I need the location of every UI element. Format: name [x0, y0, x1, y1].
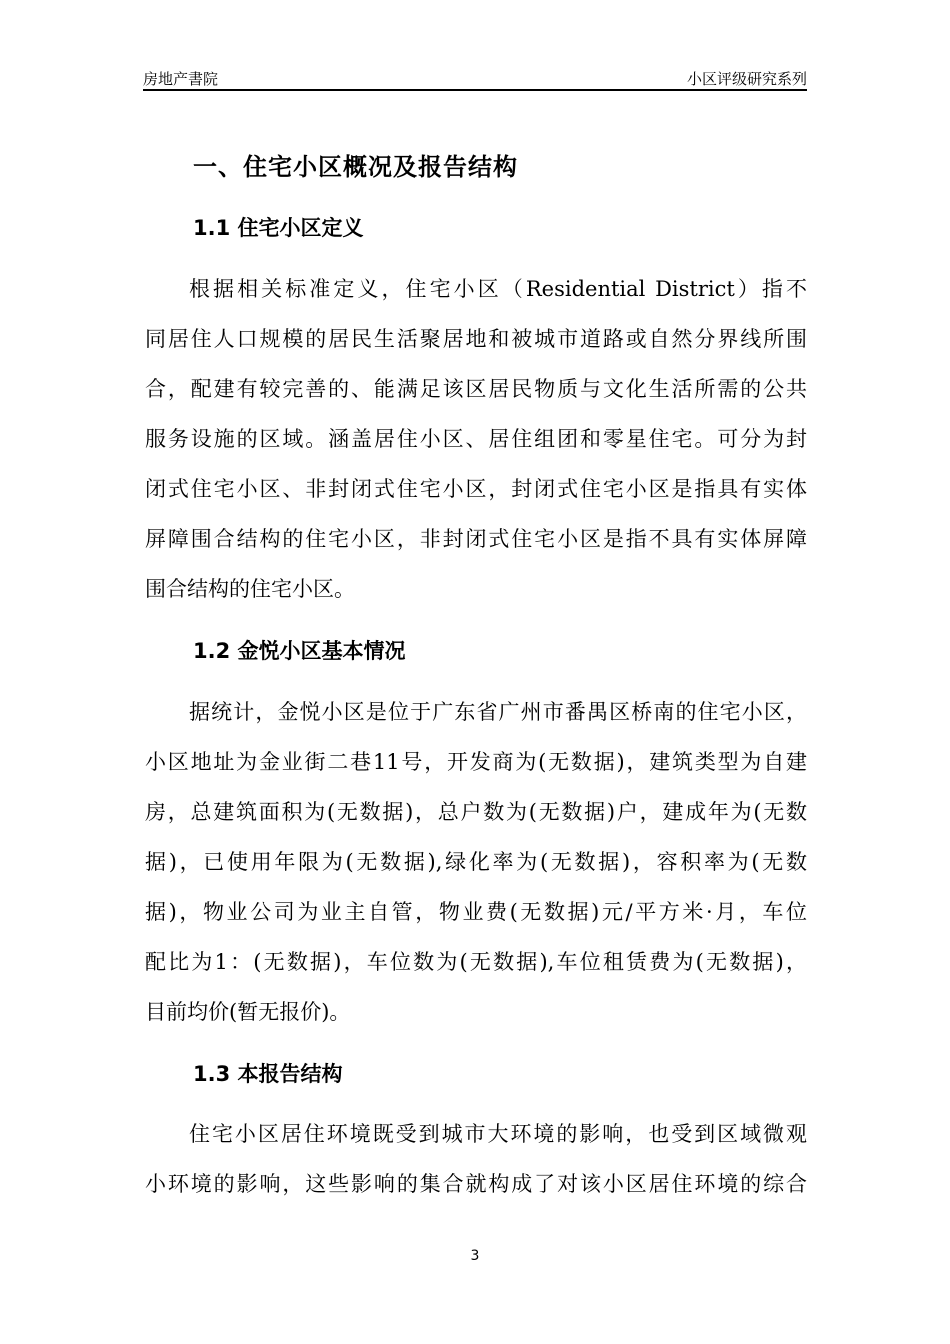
section-paragraph-1-2: [145, 687, 807, 1037]
paragraph-line: 闭式住宅小区、非封闭式住宅小区，封闭式住宅小区是指具有实体: [145, 477, 807, 501]
paragraph-line: 据)，物业公司为业主自管，物业费(无数据)元/平方米·月，车位: [145, 900, 807, 924]
paragraph-line: 围合结构的住宅小区。: [145, 577, 355, 601]
paragraph-line: 屏障围合结构的住宅小区，非封闭式住宅小区是指不具有实体屏障: [145, 527, 807, 551]
paragraph-line: 小区地址为金业街二巷11号，开发商为(无数据)，建筑类型为自建: [145, 750, 807, 774]
section-paragraph-1-3: [145, 1109, 807, 1209]
section-title-1-1: 1.1 住宅小区定义: [193, 216, 364, 240]
paragraph-line: 同居住人口规模的居民生活聚居地和被城市道路或自然分界线所围: [145, 327, 807, 351]
page-number: 3: [470, 1248, 480, 1264]
paragraph-line: 小环境的影响，这些影响的集合就构成了对该小区居住环境的综合: [145, 1172, 807, 1196]
paragraph-line: 据统计，金悦小区是位于广东省广州市番禺区桥南的住宅小区，: [189, 700, 807, 724]
paragraph-line: 房，总建筑面积为(无数据)，总户数为(无数据)户，建成年为(无数: [145, 800, 807, 824]
paragraph-line: 目前均价(暂无报价)。: [145, 1000, 351, 1024]
section-title-1-3: 1.3 本报告结构: [193, 1062, 343, 1086]
paragraph-line: 服务设施的区域。涵盖居住小区、居住组团和零星住宅。可分为封: [145, 427, 807, 451]
paragraph-line: 住宅小区居住环境既受到城市大环境的影响，也受到区域微观: [189, 1122, 807, 1146]
header-rule: [143, 89, 807, 91]
paragraph-line: 根据相关标准定义，住宅小区（Residential District）指不: [189, 277, 807, 301]
page-header-right: 小区评级研究系列: [686, 70, 807, 88]
paragraph-line: 配比为1：(无数据)，车位数为(无数据),车位租赁费为(无数据)，: [145, 950, 807, 974]
section-title-1-2: 1.2 金悦小区基本情况: [193, 639, 406, 663]
paragraph-line: 合，配建有较完善的、能满足该区居民物质与文化生活所需的公共: [145, 377, 807, 401]
section-paragraph-1-1: [145, 264, 807, 614]
paragraph-line: 据)，已使用年限为(无数据),绿化率为(无数据)，容积率为(无数: [145, 850, 807, 874]
page-header-left: 房地产書院: [143, 70, 219, 88]
chapter-title: 一、住宅小区概况及报告结构: [193, 153, 518, 181]
